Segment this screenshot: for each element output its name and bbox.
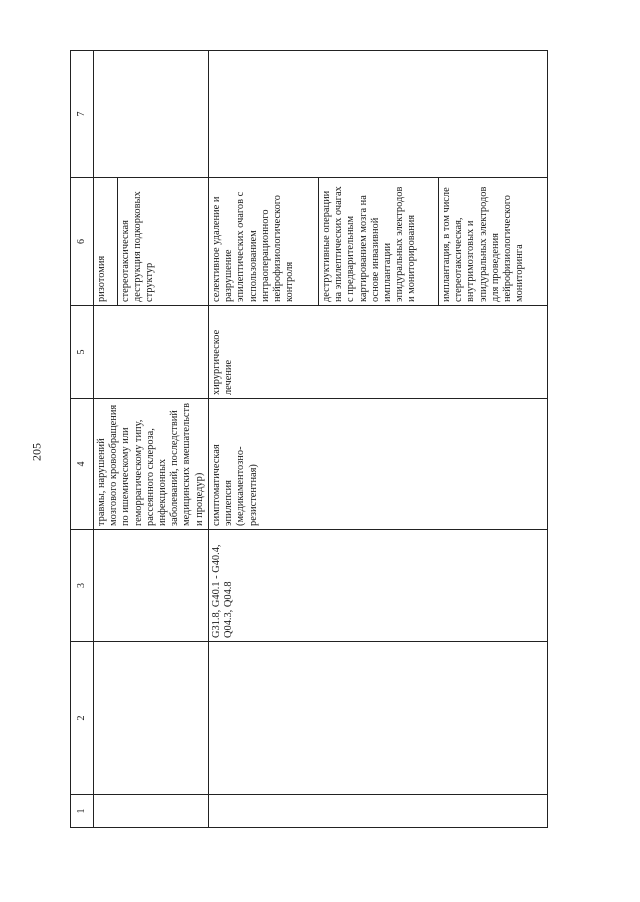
icd-code-cell: G31.8, G40.1 - G40.4, Q04.3, Q04.8	[209, 530, 548, 642]
method-item: селективное удаление и разрушение эпилептических очагов с использованием интраоперационного нейрофизиологического контроля	[209, 178, 319, 305]
method-cell	[94, 178, 209, 306]
diagnosis-cell: травмы, нарушений мозгового кровообращения по ишемическому или геморрагическому типу, рассеянного склероза, инфекционных заболеваний, последствий медицинских вмешательств и процедур)	[94, 399, 209, 530]
rotated-table-wrapper	[70, 51, 548, 828]
treatment-type-cell: хирургическое лечение	[209, 306, 548, 399]
table-cell	[94, 642, 209, 795]
column-number: 5	[71, 306, 94, 399]
table-row	[209, 51, 548, 828]
method-item: стереотаксическая деструкция подкорковых структур	[120, 191, 156, 302]
column-number: 1	[71, 795, 94, 828]
table-cell	[94, 306, 209, 399]
table-cell	[94, 530, 209, 642]
column-number: 3	[71, 530, 94, 642]
page-number: 205	[29, 443, 44, 461]
column-number: 7	[71, 51, 94, 178]
column-number: 4	[71, 399, 94, 530]
table-cell	[209, 642, 548, 795]
table-cell	[94, 795, 209, 828]
method-item: имплантация, в том числе стереотаксическая, внутримозговых и эпидуральных электродов для проведения нейрофизиологического мониторинга	[441, 186, 526, 302]
method-cell	[209, 178, 548, 306]
column-number: 6	[71, 178, 94, 306]
column-number: 2	[71, 642, 94, 795]
table-cell	[94, 51, 209, 178]
method-item: ризотомия	[94, 178, 118, 305]
table-row	[94, 51, 209, 828]
method-item: деструктивные операции на эпилептических очагах с предварительным картированием мозга на основе инвазивной имплантации эпидуральных электродов и мониторирования	[319, 178, 439, 305]
table-cell	[209, 51, 548, 178]
table-cell	[209, 795, 548, 828]
column-number-row	[71, 51, 94, 828]
treatment-table	[70, 50, 548, 828]
diagnosis-cell: симптоматическая эпилепсия (медикаментозно-резистентная)	[209, 399, 548, 530]
